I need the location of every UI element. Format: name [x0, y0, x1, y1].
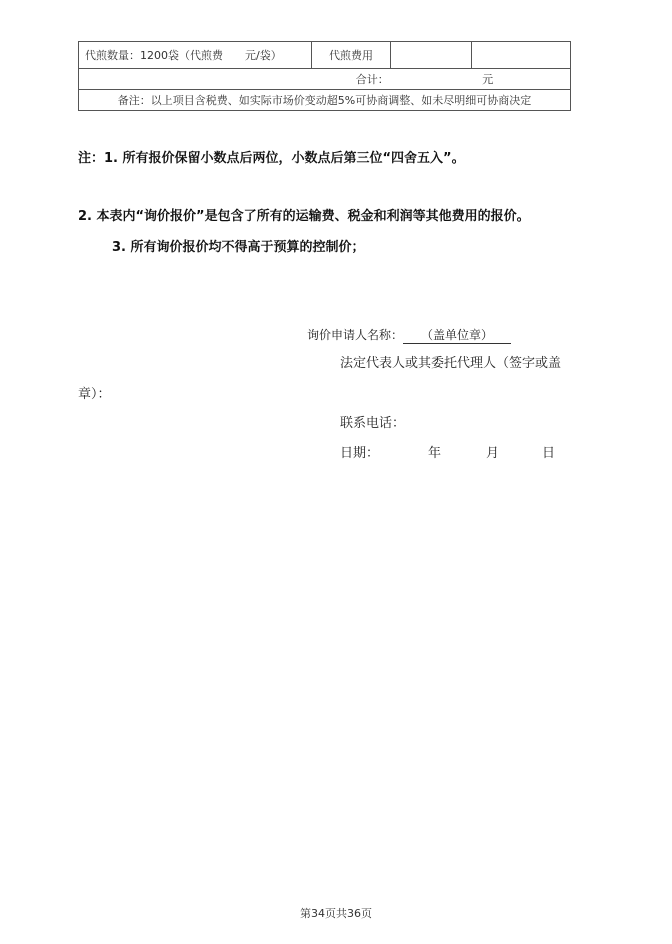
applicant-label: 询价申请人名称：: [307, 328, 404, 342]
date-label: 日期：: [340, 446, 380, 461]
quantity-cell: 代煎数量：1200袋（代煎费 元/袋）: [79, 42, 312, 69]
table-row: [79, 69, 571, 90]
date-year: 年: [428, 446, 442, 461]
fee-label-cell: 代煎费用: [312, 42, 391, 69]
note-1: 注：1. 所有报价保留小数点后两位，小数点后第三位“四舍五入”。: [78, 151, 465, 166]
note-2: 2. 本表内“询价报价”是包含了所有的运输费、税金和利润等其他费用的报价。: [78, 209, 530, 224]
total-cell: [79, 69, 571, 90]
page-number: 第34页共36页: [300, 907, 372, 920]
table-row: [79, 42, 571, 69]
applicant-line: [307, 326, 511, 344]
applicant-blank: （盖单位章）: [403, 326, 511, 344]
fee-value-cell: [391, 42, 472, 69]
table-row: [79, 90, 571, 111]
total-label: 合计：: [355, 73, 389, 86]
total-unit: 元: [482, 73, 494, 86]
date-day: 日: [542, 446, 556, 461]
legal-rep-line-1: 法定代表人或其委托代理人（签字或盖: [340, 356, 562, 371]
date-month: 月: [486, 446, 500, 461]
note-3: 3. 所有询价报价均不得高于预算的控制价；: [112, 240, 365, 255]
quote-table: [78, 41, 571, 111]
extra-cell: [472, 42, 571, 69]
legal-rep-line-2: 章）：: [78, 387, 111, 402]
phone-label: 联系电话：: [340, 416, 406, 431]
remark-cell: 备注：以上项目含税费、如实际市场价变动超5%可协商调整、如未尽明细可协商决定: [79, 90, 571, 111]
date-line: [340, 442, 555, 461]
